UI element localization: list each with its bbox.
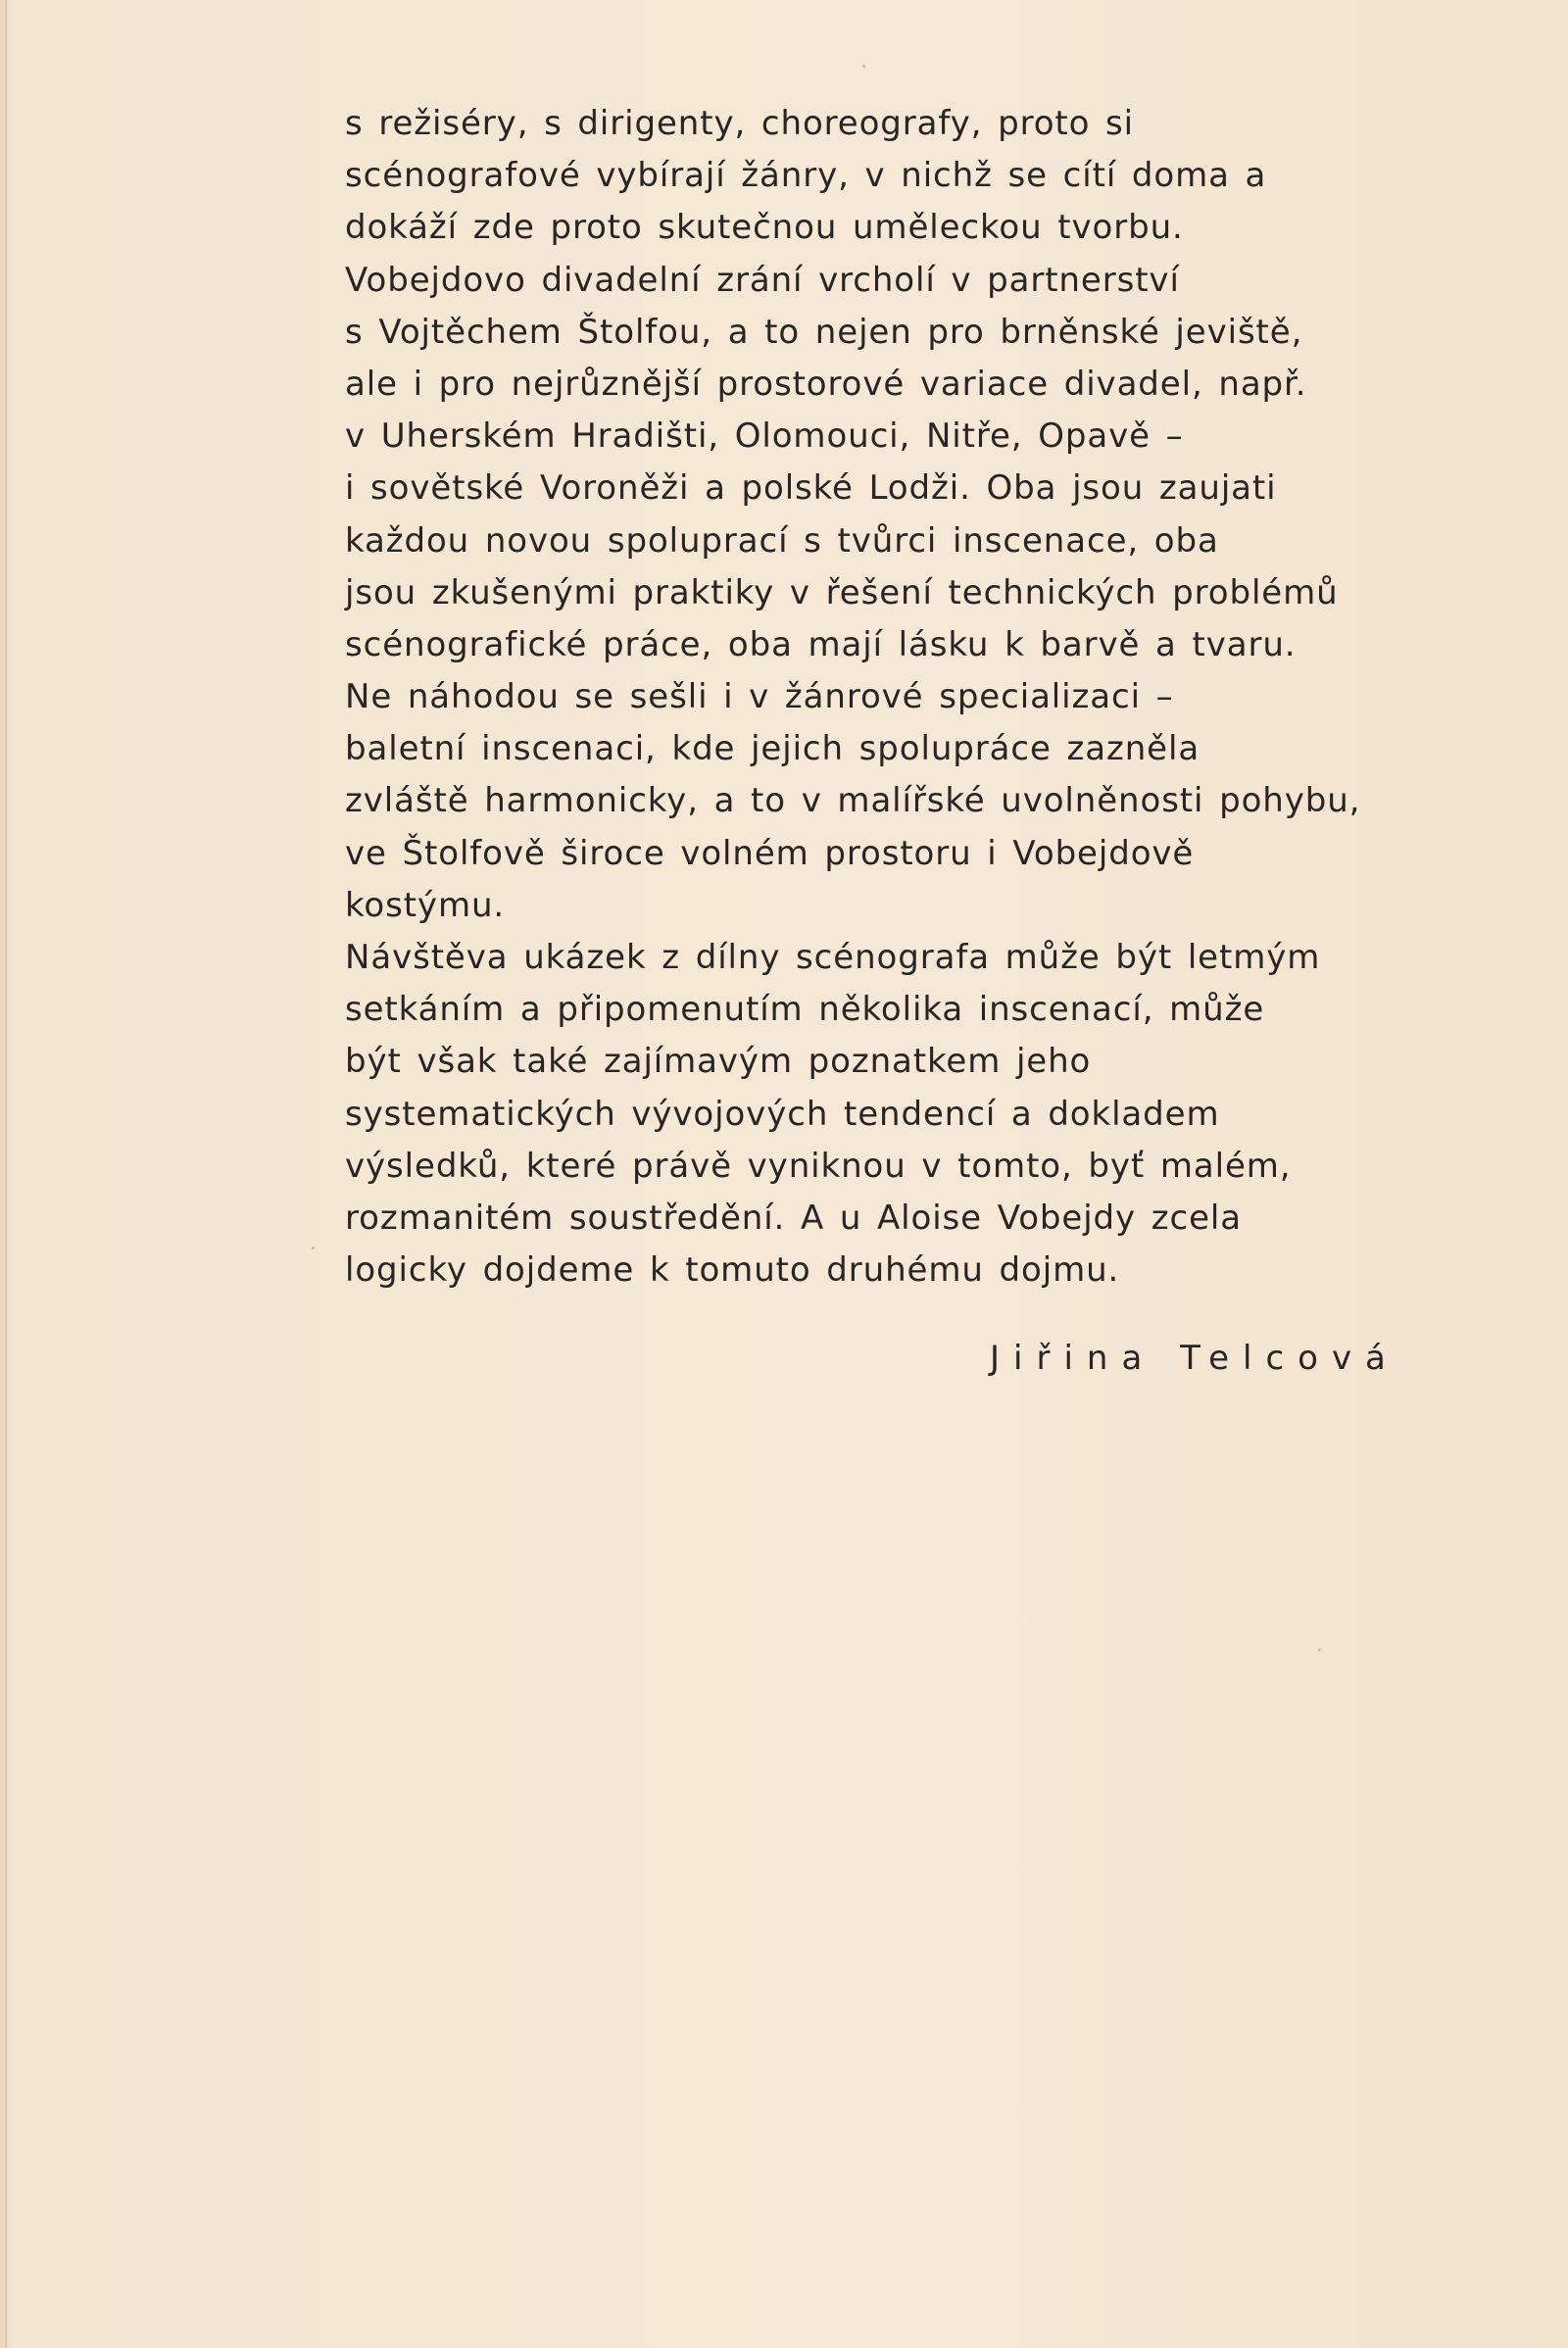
text-line: logicky dojdeme k tomuto druhému dojmu. <box>345 1250 1120 1291</box>
text-line: Ne náhodou se sešli i v žánrové specializaci – <box>345 677 1174 717</box>
text-line: Vobejdovo divadelní zrání vrcholí v partnerství <box>345 260 1180 300</box>
text-line: Návštěva ukázek z dílny scénografa může být letmým <box>345 938 1321 977</box>
paper-speck <box>1318 1648 1321 1651</box>
paper-speck <box>862 65 865 68</box>
text-line: jsou zkušenými praktiky v řešení technických problémů <box>345 572 1339 612</box>
text-line: dokáží zde proto skutečnou uměleckou tvorbu. <box>345 208 1184 248</box>
text-line: scénografové vybírají žánry, v nichž se cítí doma a <box>345 156 1267 196</box>
text-line: baletní inscenaci, kde jejich spolupráce zazněla <box>345 729 1200 769</box>
text-line: ale i pro nejrůznější prostorové variace divadel, např. <box>345 364 1307 404</box>
text-line: s režiséry, s dirigenty, choreografy, proto si <box>345 104 1135 143</box>
text-line: v Uherském Hradišti, Olomouci, Nitře, Opavě – <box>345 416 1184 457</box>
text-line: ve Štolfově široce volném prostoru i Vobejdově <box>345 833 1195 873</box>
text-line: rozmanitém soustředění. A u Aloise Vobejdy zcela <box>345 1198 1243 1238</box>
body-text <box>345 98 1384 1296</box>
text-line: i sovětské Voroněži a polské Lodži. Oba jsou zaujati <box>345 468 1277 509</box>
paper-speck <box>312 1247 315 1249</box>
text-line: výsledků, které právě vyniknou v tomto, byť malém, <box>345 1146 1292 1186</box>
text-line: každou novou spoluprací s tvůrci inscenace, oba <box>345 520 1219 561</box>
page-edge <box>5 0 7 2348</box>
text-line: kostýmu. <box>345 885 506 925</box>
text-line: být však také zajímavým poznatkem jeho <box>345 1042 1092 1082</box>
text-line: s Vojtěchem Štolfou, a to nejen pro brněnské jeviště, <box>345 312 1303 352</box>
author-signature: Jiřina Telcová <box>990 1339 1399 1378</box>
text-line: setkáním a připomenutím několika inscenací, může <box>345 990 1265 1030</box>
text-line: systematických vývojových tendencí a dokladem <box>345 1094 1220 1134</box>
text-line: scénografické práce, oba mají lásku k barvě a tvaru. <box>345 624 1297 664</box>
text-line: zvláště harmonicky, a to v malířské uvolněnosti pohybu, <box>345 781 1361 821</box>
